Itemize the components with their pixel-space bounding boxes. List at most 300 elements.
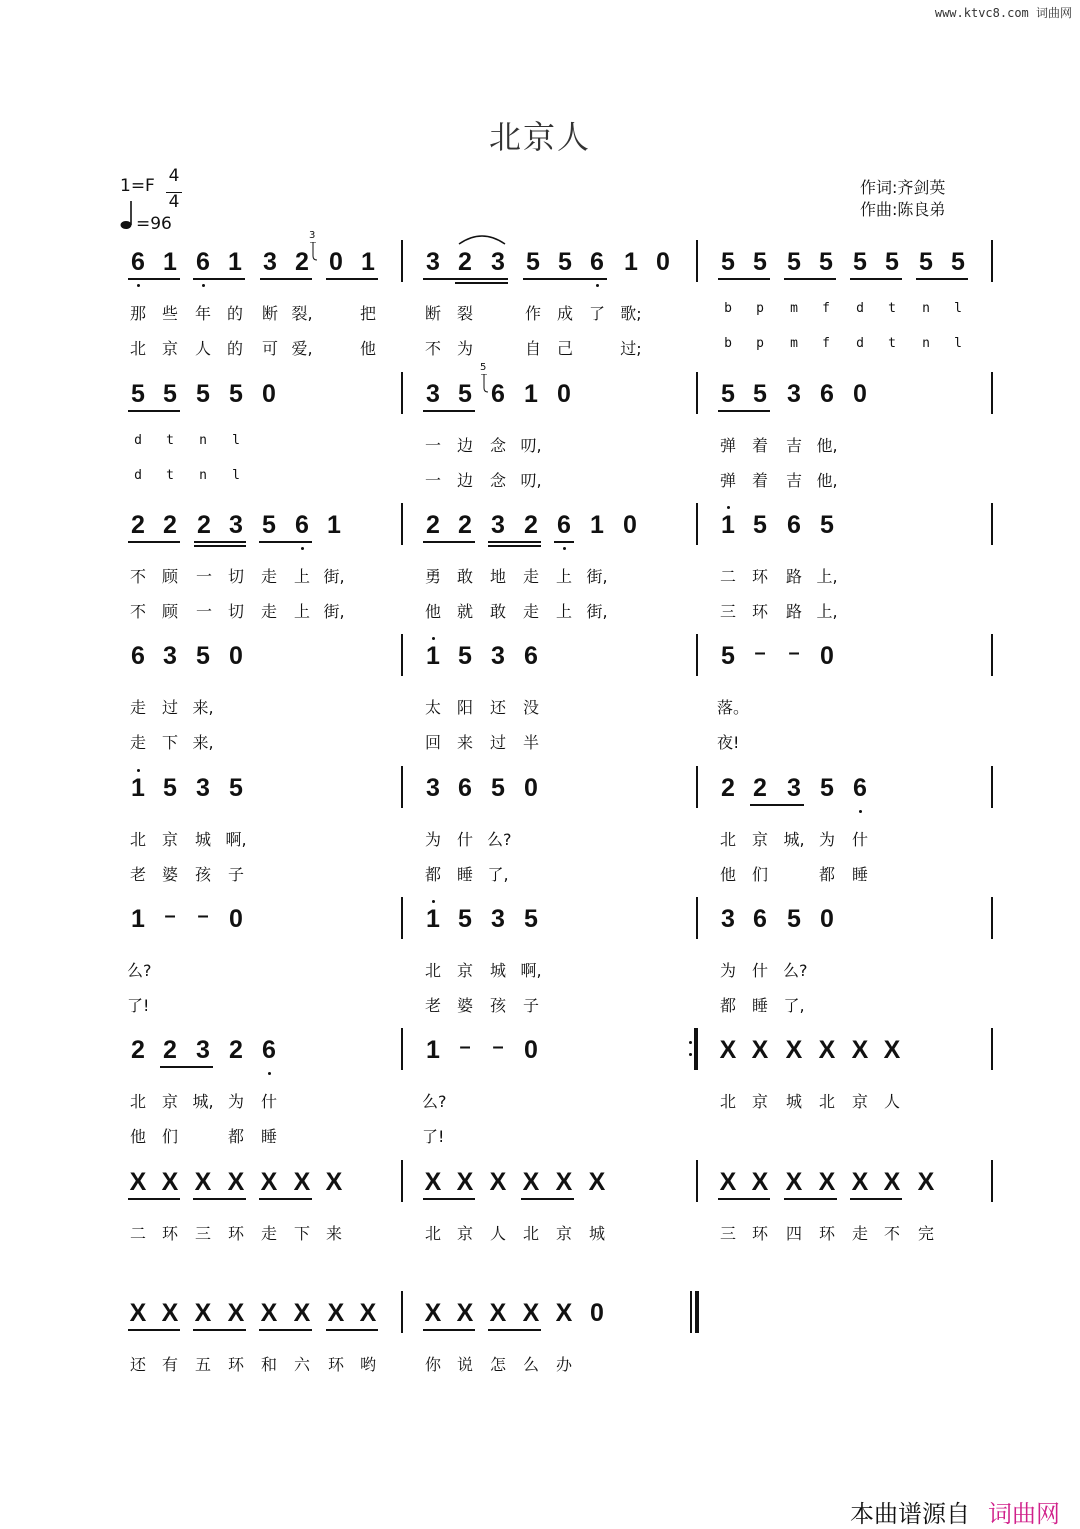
beam-underline bbox=[850, 278, 902, 280]
note: 0 bbox=[262, 380, 276, 408]
barline bbox=[401, 503, 403, 545]
note: 2 bbox=[295, 248, 309, 276]
note: 0 bbox=[820, 905, 834, 933]
lyric-verse-1: 二 bbox=[719, 567, 736, 586]
lyric-verse-1: 城 bbox=[588, 1224, 605, 1243]
note: X bbox=[424, 1299, 442, 1327]
lyric-verse-1: 为 bbox=[719, 961, 736, 980]
note: X bbox=[260, 1168, 278, 1196]
lyric-verse-1: 上 bbox=[555, 567, 572, 586]
lyric-verse-1: d bbox=[856, 301, 864, 316]
note: 0 bbox=[557, 380, 571, 408]
note: X bbox=[522, 1168, 540, 1196]
note: 5 bbox=[951, 248, 965, 276]
lyric-verse-2: 过; bbox=[620, 339, 642, 358]
lyric-verse-1: 怎 bbox=[489, 1355, 506, 1374]
lyric-verse-1: 三 bbox=[194, 1224, 211, 1243]
note: 1 bbox=[426, 642, 440, 670]
note: 1 bbox=[131, 774, 145, 802]
note: X bbox=[260, 1299, 278, 1327]
note: 3 bbox=[491, 642, 505, 670]
note: X bbox=[293, 1299, 311, 1327]
note: 5 bbox=[229, 774, 243, 802]
lyric-verse-1: 城 bbox=[785, 1092, 802, 1111]
note: 6 bbox=[458, 774, 472, 802]
note: 2 bbox=[721, 774, 735, 802]
barline bbox=[401, 1160, 403, 1202]
lyric-verse-2: 来, bbox=[192, 733, 214, 752]
note: X bbox=[719, 1036, 737, 1064]
note: 1 bbox=[327, 511, 341, 539]
lyric-verse-2: 街, bbox=[586, 602, 608, 621]
beam-underline bbox=[194, 541, 246, 543]
note: X bbox=[751, 1168, 769, 1196]
note: 3 bbox=[163, 642, 177, 670]
lyric-verse-2: 过 bbox=[489, 733, 506, 752]
note: X bbox=[785, 1168, 803, 1196]
note: 2 bbox=[229, 1036, 243, 1064]
beam-underline bbox=[423, 541, 475, 543]
grace-note: 3 bbox=[309, 230, 316, 241]
grace-note-stem bbox=[479, 374, 489, 394]
lyric-verse-2: n bbox=[199, 468, 207, 483]
lyric-verse-1: 人 bbox=[883, 1092, 900, 1111]
lyric-verse-2: 了, bbox=[783, 996, 805, 1015]
lyric-verse-1: 和 bbox=[260, 1355, 277, 1374]
note: 5 bbox=[820, 511, 834, 539]
lyric-verse-1: 切 bbox=[227, 567, 244, 586]
lyric-verse-2: 都 bbox=[818, 865, 835, 884]
note: 6 bbox=[753, 905, 767, 933]
note: 2 bbox=[197, 511, 211, 539]
lyric-verse-1: 念 bbox=[489, 436, 506, 455]
beam-underline bbox=[784, 1198, 837, 1200]
lyric-verse-2: 着 bbox=[751, 471, 768, 490]
lyric-verse-2: 了! bbox=[127, 996, 150, 1015]
beam-underline bbox=[128, 541, 180, 543]
lyric-verse-2: n bbox=[922, 336, 930, 351]
lyric-verse-1: 三 bbox=[719, 1224, 736, 1243]
note: X bbox=[194, 1299, 212, 1327]
barline bbox=[696, 634, 698, 676]
lyric-verse-1: b bbox=[724, 301, 732, 316]
lyric-verse-2: 了! bbox=[422, 1127, 445, 1146]
lyric-verse-1: 北 bbox=[424, 1224, 441, 1243]
lyric-verse-1: 办 bbox=[555, 1355, 572, 1374]
note: 0 bbox=[229, 905, 243, 933]
note: 2 bbox=[163, 1036, 177, 1064]
grace-note-stem bbox=[308, 242, 318, 262]
note: X bbox=[129, 1168, 147, 1196]
lyric-verse-1: 作 bbox=[524, 304, 541, 323]
lyric-verse-2: 他 bbox=[719, 865, 736, 884]
lyric-verse-1: 裂 bbox=[456, 304, 473, 323]
note: X bbox=[851, 1036, 869, 1064]
note: X bbox=[555, 1299, 573, 1327]
lyric-verse-1: 环 bbox=[751, 567, 768, 586]
lyric-verse-1: 城 bbox=[194, 830, 211, 849]
lyric-verse-2: 老 bbox=[129, 865, 146, 884]
beam-underline bbox=[260, 278, 312, 280]
lyric-verse-1: 环 bbox=[161, 1224, 178, 1243]
note: 6 bbox=[131, 642, 145, 670]
lyric-verse-1: 来, bbox=[192, 698, 214, 717]
lyric-verse-2: 都 bbox=[227, 1127, 244, 1146]
note: X bbox=[424, 1168, 442, 1196]
lyric-verse-1: 走 bbox=[260, 567, 277, 586]
lyric-verse-1: 京 bbox=[161, 830, 178, 849]
lyric-verse-1: 么? bbox=[127, 961, 152, 980]
note: 0 bbox=[656, 248, 670, 276]
beam-underline bbox=[423, 1198, 475, 1200]
lyric-verse-1: 你 bbox=[424, 1355, 441, 1374]
lyric-verse-1: 二 bbox=[129, 1224, 146, 1243]
beam-underline bbox=[488, 1329, 541, 1331]
high-octave-dot bbox=[137, 769, 140, 772]
note: 2 bbox=[426, 511, 440, 539]
note: 1 bbox=[163, 248, 177, 276]
note: 3 bbox=[263, 248, 277, 276]
note: – bbox=[754, 642, 766, 664]
note: 3 bbox=[491, 511, 505, 539]
barline bbox=[991, 503, 993, 545]
lyric-verse-1: 不 bbox=[129, 567, 146, 586]
lyric-verse-1: 为 bbox=[818, 830, 835, 849]
barline bbox=[696, 372, 698, 414]
lyric-verse-2: 睡 bbox=[851, 865, 868, 884]
beam-underline bbox=[160, 1066, 213, 1068]
lyric-verse-1: 边 bbox=[456, 436, 473, 455]
lyric-verse-1: l bbox=[954, 301, 962, 316]
beam-underline bbox=[259, 541, 312, 543]
song-title: 北京人 bbox=[488, 118, 591, 156]
repeat-barline bbox=[694, 1028, 697, 1070]
time-signature-top: 4 bbox=[168, 166, 180, 186]
lyric-verse-1: 顾 bbox=[161, 567, 178, 586]
watermark-bottom bbox=[850, 1494, 1060, 1529]
note: X bbox=[883, 1036, 901, 1064]
barline bbox=[401, 372, 403, 414]
note: X bbox=[851, 1168, 869, 1196]
beam-underline bbox=[521, 1198, 574, 1200]
lyric-verse-1: 啊, bbox=[225, 830, 247, 849]
note: 5 bbox=[919, 248, 933, 276]
lyric-verse-2: 敢 bbox=[489, 602, 506, 621]
note: X bbox=[327, 1299, 345, 1327]
lyric-verse-2: p bbox=[756, 336, 764, 351]
beam-underline bbox=[259, 1198, 312, 1200]
lyric-verse-1: t bbox=[888, 301, 896, 316]
note: X bbox=[719, 1168, 737, 1196]
note: 3 bbox=[196, 1036, 210, 1064]
lyric-verse-1: 北 bbox=[424, 961, 441, 980]
lyric-verse-1: 人 bbox=[489, 1224, 506, 1243]
beam-underline bbox=[128, 1329, 180, 1331]
note: X bbox=[161, 1168, 179, 1196]
note: 5 bbox=[131, 380, 145, 408]
lyric-verse-1: 歌; bbox=[620, 304, 642, 323]
lyric-verse-1: 走 bbox=[129, 698, 146, 717]
lyric-verse-2: 都 bbox=[719, 996, 736, 1015]
note: – bbox=[197, 905, 209, 927]
note: X bbox=[161, 1299, 179, 1327]
note: 1 bbox=[590, 511, 604, 539]
lyric-verse-1: 街, bbox=[323, 567, 345, 586]
note: 5 bbox=[163, 774, 177, 802]
lyric-verse-1: t bbox=[166, 433, 174, 448]
note: 2 bbox=[458, 248, 472, 276]
lyric-verse-2: t bbox=[888, 336, 896, 351]
composer-credit: 作曲:陈良弟 bbox=[860, 200, 946, 219]
lyric-verse-2: 婆 bbox=[456, 996, 473, 1015]
lyric-verse-1: 一 bbox=[195, 567, 212, 586]
note: 5 bbox=[458, 380, 472, 408]
note: 1 bbox=[426, 905, 440, 933]
lyric-verse-2: 念 bbox=[489, 471, 506, 490]
lyric-verse-2: 们 bbox=[751, 865, 768, 884]
lyric-verse-1: 的 bbox=[226, 304, 243, 323]
beam-underline bbox=[718, 1198, 770, 1200]
beam-underline bbox=[554, 541, 574, 543]
beam-underline bbox=[259, 1329, 312, 1331]
lyric-verse-2: 孩 bbox=[194, 865, 211, 884]
lyric-verse-2: l bbox=[232, 468, 240, 483]
lyric-verse-2: 他 bbox=[359, 339, 376, 358]
note: 5 bbox=[262, 511, 276, 539]
lyric-verse-1: 城, bbox=[783, 830, 805, 849]
lyric-verse-1: 北 bbox=[129, 1092, 146, 1111]
beam-underline bbox=[128, 410, 180, 412]
lyric-verse-1: 京 bbox=[751, 830, 768, 849]
lyric-verse-2: 子 bbox=[227, 865, 244, 884]
lyric-verse-1: 来 bbox=[325, 1224, 342, 1243]
lyric-verse-2: d bbox=[134, 468, 142, 483]
note: 3 bbox=[491, 905, 505, 933]
note: X bbox=[555, 1168, 573, 1196]
note: 2 bbox=[131, 1036, 145, 1064]
note: 0 bbox=[820, 642, 834, 670]
lyric-verse-1: 哟 bbox=[359, 1355, 376, 1374]
lyric-verse-1: 还 bbox=[129, 1355, 146, 1374]
lyric-verse-2: 的 bbox=[226, 339, 243, 358]
note: X bbox=[489, 1168, 507, 1196]
lyric-verse-1: 么? bbox=[783, 961, 808, 980]
barline bbox=[991, 1028, 993, 1070]
note: X bbox=[129, 1299, 147, 1327]
note: 5 bbox=[524, 905, 538, 933]
lyric-verse-2: 不 bbox=[129, 602, 146, 621]
lyric-verse-1: 北 bbox=[719, 1092, 736, 1111]
watermark-top: www.ktvc8.com 词曲网 bbox=[934, 6, 1072, 20]
note: 6 bbox=[491, 380, 505, 408]
beam-underline bbox=[423, 278, 508, 280]
lyric-verse-2: 走 bbox=[129, 733, 146, 752]
key-signature: 1=F bbox=[120, 176, 155, 196]
note: 1 bbox=[524, 380, 538, 408]
note: 5 bbox=[753, 380, 767, 408]
lyric-verse-2: 爱, bbox=[291, 339, 313, 358]
low-octave-dot bbox=[563, 547, 566, 550]
note: 5 bbox=[721, 248, 735, 276]
lyric-verse-2: 婆 bbox=[161, 865, 178, 884]
lyric-verse-1: 他, bbox=[816, 436, 838, 455]
lyric-verse-1: 些 bbox=[161, 304, 178, 323]
lyric-verse-2: 京 bbox=[161, 339, 178, 358]
note: X bbox=[456, 1299, 474, 1327]
note: 6 bbox=[853, 774, 867, 802]
beam-underline-double bbox=[194, 545, 246, 547]
quarter-note-icon bbox=[120, 200, 134, 230]
note: 5 bbox=[229, 380, 243, 408]
lyric-verse-2: 都 bbox=[424, 865, 441, 884]
lyric-verse-1: 城, bbox=[192, 1092, 214, 1111]
lyric-verse-1: 完 bbox=[917, 1224, 934, 1243]
lyric-verse-1: 京 bbox=[456, 961, 473, 980]
lyric-verse-1: 上 bbox=[293, 567, 310, 586]
beam-underline bbox=[193, 1198, 246, 1200]
barline bbox=[401, 766, 403, 808]
lyric-verse-2: b bbox=[724, 336, 732, 351]
lyric-verse-2: 一 bbox=[424, 471, 441, 490]
note: 5 bbox=[558, 248, 572, 276]
lyric-verse-1: 环 bbox=[327, 1355, 344, 1374]
lyric-verse-2: 夜! bbox=[717, 733, 740, 752]
lyric-verse-2: 北 bbox=[129, 339, 146, 358]
watermark-bottom-site: 词曲网 bbox=[988, 1500, 1060, 1528]
lyric-verse-2: 自 bbox=[524, 339, 541, 358]
note: 3 bbox=[229, 511, 243, 539]
lyric-verse-2: 了, bbox=[487, 865, 509, 884]
note: 5 bbox=[491, 774, 505, 802]
lyric-verse-1: 一 bbox=[424, 436, 441, 455]
lyric-verse-2: 上, bbox=[816, 602, 838, 621]
low-octave-dot bbox=[137, 284, 140, 287]
lyric-verse-1: 四 bbox=[785, 1224, 802, 1243]
barline bbox=[401, 1028, 403, 1070]
lyric-verse-2: 孩 bbox=[489, 996, 506, 1015]
lyric-verse-2: 睡 bbox=[260, 1127, 277, 1146]
note: X bbox=[588, 1168, 606, 1196]
lyric-verse-1: 环 bbox=[227, 1224, 244, 1243]
note: X bbox=[293, 1168, 311, 1196]
note: 0 bbox=[623, 511, 637, 539]
barline bbox=[991, 240, 993, 282]
note: 5 bbox=[458, 642, 472, 670]
note: X bbox=[751, 1036, 769, 1064]
note: 6 bbox=[590, 248, 604, 276]
beam-underline-double bbox=[488, 545, 541, 547]
beam-underline bbox=[718, 410, 770, 412]
lyric-verse-1: 环 bbox=[227, 1355, 244, 1374]
barline bbox=[696, 503, 698, 545]
lyric-verse-1: 环 bbox=[751, 1224, 768, 1243]
note: 3 bbox=[491, 248, 505, 276]
note: 5 bbox=[787, 905, 801, 933]
lyric-verse-1: 过 bbox=[161, 698, 178, 717]
time-signature-bottom: 4 bbox=[168, 192, 180, 212]
lyric-verse-2: 一 bbox=[195, 602, 212, 621]
note: 5 bbox=[458, 905, 472, 933]
lyric-verse-1: m bbox=[790, 301, 798, 316]
note: 6 bbox=[295, 511, 309, 539]
lyric-verse-2: d bbox=[856, 336, 864, 351]
low-octave-dot bbox=[202, 284, 205, 287]
note: X bbox=[227, 1168, 245, 1196]
lyric-verse-1: 走 bbox=[260, 1224, 277, 1243]
note: 6 bbox=[557, 511, 571, 539]
beam-underline bbox=[128, 1198, 180, 1200]
note: 3 bbox=[787, 774, 801, 802]
lyric-verse-1: 阳 bbox=[456, 698, 473, 717]
high-octave-dot bbox=[432, 637, 435, 640]
note: X bbox=[522, 1299, 540, 1327]
lyric-verse-2: 他 bbox=[129, 1127, 146, 1146]
lyric-verse-1: 吉 bbox=[785, 436, 802, 455]
low-octave-dot bbox=[596, 284, 599, 287]
barline bbox=[696, 897, 698, 939]
note: 6 bbox=[820, 380, 834, 408]
note: 2 bbox=[131, 511, 145, 539]
note: 2 bbox=[753, 774, 767, 802]
barline bbox=[991, 1160, 993, 1202]
lyric-verse-2: 不 bbox=[424, 339, 441, 358]
lyric-verse-1: 北 bbox=[818, 1092, 835, 1111]
note: 1 bbox=[624, 248, 638, 276]
lyric-verse-2: 吉 bbox=[785, 471, 802, 490]
note: 5 bbox=[753, 511, 767, 539]
note: 0 bbox=[853, 380, 867, 408]
beam-underline bbox=[523, 278, 607, 280]
lyric-verse-2: 来 bbox=[456, 733, 473, 752]
lyric-verse-2: 路 bbox=[785, 602, 802, 621]
note: 5 bbox=[885, 248, 899, 276]
lyric-verse-1: 裂, bbox=[291, 304, 313, 323]
low-octave-dot bbox=[859, 810, 862, 813]
repeat-dot bbox=[689, 1053, 692, 1056]
lyric-verse-2: 走 bbox=[522, 602, 539, 621]
watermark-bottom-text: 本曲谱源自 bbox=[850, 1500, 970, 1528]
note: X bbox=[917, 1168, 935, 1196]
barline bbox=[401, 897, 403, 939]
note: 5 bbox=[721, 642, 735, 670]
lyric-verse-2: 他, bbox=[816, 471, 838, 490]
lyric-verse-1: 了 bbox=[588, 304, 605, 323]
note: X bbox=[818, 1168, 836, 1196]
lyric-verse-2: 上 bbox=[293, 602, 310, 621]
lyric-verse-1: n bbox=[199, 433, 207, 448]
lyric-verse-1: l bbox=[232, 433, 240, 448]
lyric-verse-1: 没 bbox=[522, 698, 539, 717]
barline bbox=[991, 897, 993, 939]
grace-note: 5 bbox=[480, 362, 487, 373]
note: 6 bbox=[262, 1036, 276, 1064]
note: 5 bbox=[819, 248, 833, 276]
lyric-verse-1: 什 bbox=[456, 830, 473, 849]
lyric-verse-2: t bbox=[166, 468, 174, 483]
lyric-verse-1: 下 bbox=[293, 1224, 310, 1243]
lyric-verse-1: 着 bbox=[751, 436, 768, 455]
beam-underline bbox=[326, 1329, 378, 1331]
lyric-verse-1: 京 bbox=[456, 1224, 473, 1243]
barline bbox=[696, 766, 698, 808]
beam-underline bbox=[128, 278, 180, 280]
note: – bbox=[788, 642, 800, 664]
barline bbox=[991, 634, 993, 676]
barline bbox=[401, 1291, 403, 1333]
beam-underline bbox=[193, 278, 245, 280]
beam-underline bbox=[423, 410, 475, 412]
lyric-verse-2: 下 bbox=[161, 733, 178, 752]
